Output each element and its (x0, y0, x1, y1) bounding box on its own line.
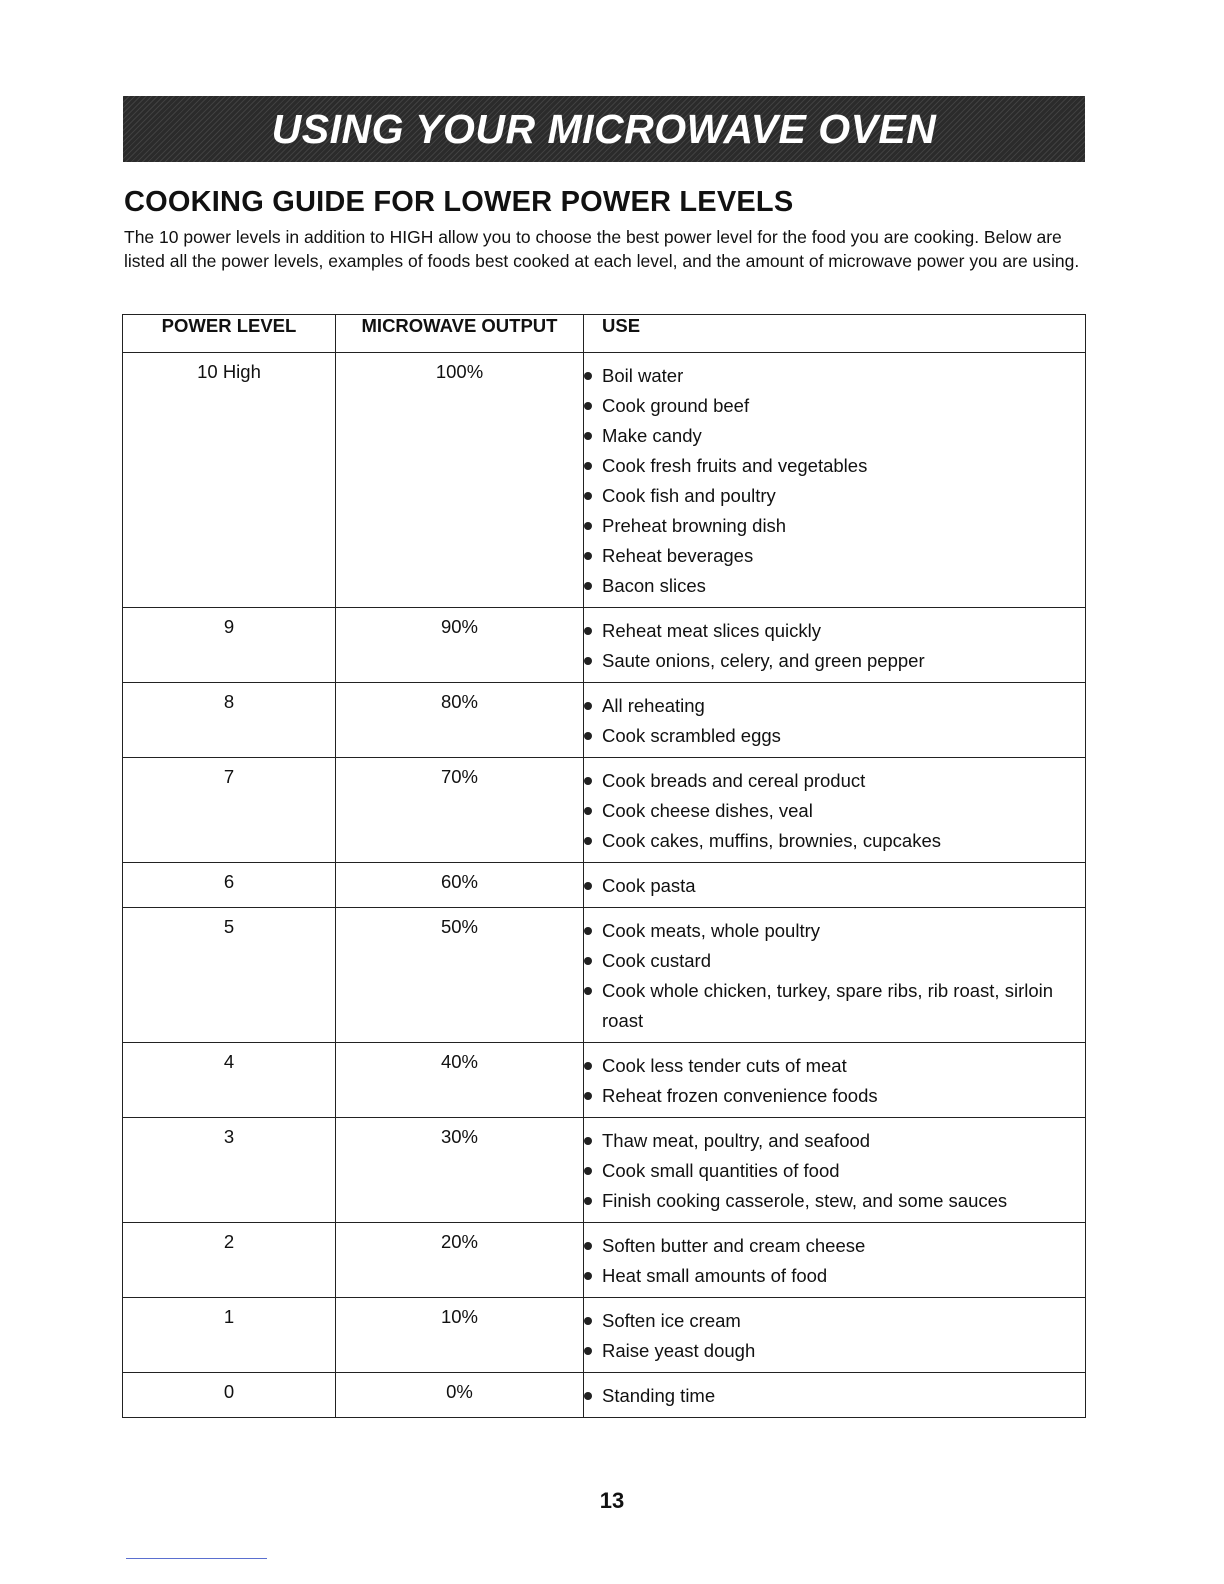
power-level-cell: 2 (123, 1223, 336, 1298)
use-item-text: Cook cakes, muffins, brownies, cupcakes (602, 830, 941, 851)
bullet-icon (584, 582, 592, 590)
bullet-icon (584, 522, 592, 530)
use-item-text: Make candy (602, 425, 702, 446)
microwave-output-cell: 70% (336, 758, 584, 863)
use-list (584, 766, 1085, 856)
bullet-icon (584, 927, 592, 935)
use-item-text: Cook whole chicken, turkey, spare ribs, rib roast, sirloin roast (602, 980, 1054, 1031)
use-cell (584, 1298, 1086, 1373)
power-level-cell: 6 (123, 863, 336, 908)
use-list (584, 1051, 1085, 1111)
list-item (584, 511, 1085, 541)
microwave-output-cell: 20% (336, 1223, 584, 1298)
table-row (123, 608, 1086, 683)
bullet-icon (584, 1347, 592, 1355)
list-item (584, 616, 1085, 646)
list-item (584, 421, 1085, 451)
power-level-cell: 10 High (123, 353, 336, 608)
bullet-icon (584, 552, 592, 560)
page-title: COOKING GUIDE FOR LOWER POWER LEVELS (124, 186, 794, 218)
list-item (584, 361, 1085, 391)
use-item-text: Thaw meat, poultry, and seafood (602, 1130, 871, 1151)
use-list (584, 1381, 1085, 1411)
list-item (584, 646, 1085, 676)
use-cell (584, 758, 1086, 863)
bullet-icon (584, 837, 592, 845)
list-item (584, 541, 1085, 571)
use-item-text: Cook fresh fruits and vegetables (602, 455, 868, 476)
use-item-text: Soften ice cream (602, 1310, 741, 1331)
power-level-cell: 3 (123, 1118, 336, 1223)
power-level-cell: 4 (123, 1043, 336, 1118)
use-list (584, 691, 1085, 751)
table-row (123, 908, 1086, 1043)
bullet-icon (584, 1092, 592, 1100)
bullet-icon (584, 657, 592, 665)
table-body (123, 353, 1086, 1418)
use-cell (584, 683, 1086, 758)
use-item-text: Preheat browning dish (602, 515, 787, 536)
bullet-icon (584, 1197, 592, 1205)
bullet-icon (584, 432, 592, 440)
list-item (584, 796, 1085, 826)
list-item (584, 691, 1085, 721)
microwave-output-cell: 10% (336, 1298, 584, 1373)
table-row (123, 683, 1086, 758)
use-list (584, 1306, 1085, 1366)
use-cell (584, 353, 1086, 608)
microwave-output-cell: 90% (336, 608, 584, 683)
list-item (584, 1126, 1085, 1156)
use-item-text: Cook cheese dishes, veal (602, 800, 813, 821)
bullet-icon (584, 777, 592, 785)
bullet-icon (584, 1137, 592, 1145)
list-item (584, 916, 1085, 946)
microwave-output-cell: 50% (336, 908, 584, 1043)
use-item-text: All reheating (602, 695, 705, 716)
use-item-text: Cook ground beef (602, 395, 750, 416)
bullet-icon (584, 1272, 592, 1280)
list-item (584, 976, 1085, 1036)
use-item-text: Reheat meat slices quickly (602, 620, 822, 641)
list-item (584, 571, 1085, 601)
header-power-level: POWER LEVEL (123, 315, 336, 353)
list-item (584, 451, 1085, 481)
power-level-cell: 1 (123, 1298, 336, 1373)
list-item (584, 1231, 1085, 1261)
bullet-icon (584, 462, 592, 470)
header-use: USE (584, 315, 1086, 353)
use-cell (584, 1118, 1086, 1223)
table-header-row (123, 315, 1086, 353)
list-item (584, 1186, 1085, 1216)
use-list (584, 1231, 1085, 1291)
footer-rule (126, 1558, 267, 1559)
table-row (123, 1373, 1086, 1418)
list-item (584, 721, 1085, 751)
list-item (584, 481, 1085, 511)
bullet-icon (584, 702, 592, 710)
use-list (584, 871, 1085, 901)
bullet-icon (584, 1392, 592, 1400)
list-item (584, 871, 1085, 901)
bullet-icon (584, 882, 592, 890)
use-item-text: Boil water (602, 365, 684, 386)
use-item-text: Raise yeast dough (602, 1340, 756, 1361)
table-row (123, 1118, 1086, 1223)
use-item-text: Cook custard (602, 950, 711, 971)
table-row (123, 1298, 1086, 1373)
bullet-icon (584, 1167, 592, 1175)
use-item-text: Soften butter and cream cheese (602, 1235, 866, 1256)
power-level-table (122, 314, 1086, 1418)
section-banner (123, 96, 1085, 162)
list-item (584, 1081, 1085, 1111)
use-item-text: Cook scrambled eggs (602, 725, 781, 746)
use-cell (584, 863, 1086, 908)
list-item (584, 1381, 1085, 1411)
list-item (584, 1156, 1085, 1186)
list-item (584, 391, 1085, 421)
table-row (123, 758, 1086, 863)
use-item-text: Cook small quantities of food (602, 1160, 840, 1181)
use-cell (584, 1223, 1086, 1298)
list-item (584, 946, 1085, 976)
power-level-cell: 5 (123, 908, 336, 1043)
use-item-text: Cook fish and poultry (602, 485, 776, 506)
bullet-icon (584, 492, 592, 500)
microwave-output-cell: 30% (336, 1118, 584, 1223)
use-item-text: Bacon slices (602, 575, 706, 596)
list-item (584, 826, 1085, 856)
use-cell (584, 608, 1086, 683)
list-item (584, 766, 1085, 796)
bullet-icon (584, 732, 592, 740)
table-row (123, 1223, 1086, 1298)
bullet-icon (584, 627, 592, 635)
use-list (584, 916, 1085, 1036)
power-level-cell: 7 (123, 758, 336, 863)
microwave-output-cell: 40% (336, 1043, 584, 1118)
power-level-cell: 8 (123, 683, 336, 758)
use-item-text: Cook breads and cereal product (602, 770, 866, 791)
microwave-output-cell: 100% (336, 353, 584, 608)
banner-title: USING YOUR MICROWAVE OVEN (271, 105, 937, 152)
microwave-output-cell: 80% (336, 683, 584, 758)
list-item (584, 1261, 1085, 1291)
bullet-icon (584, 957, 592, 965)
use-item-text: Heat small amounts of food (602, 1265, 828, 1286)
use-cell (584, 1043, 1086, 1118)
use-list (584, 361, 1085, 601)
use-item-text: Cook pasta (602, 875, 696, 896)
use-item-text: Reheat beverages (602, 545, 754, 566)
use-list (584, 616, 1085, 676)
bullet-icon (584, 1062, 592, 1070)
bullet-icon (584, 1317, 592, 1325)
microwave-output-cell: 0% (336, 1373, 584, 1418)
intro-paragraph: The 10 power levels in addition to HIGH allow you to choose the best power level for the food you are cooking. Below are listed all the power levels, examples of foods best cooked at each level, and the amount of microwave power you are using. (124, 227, 1080, 271)
use-item-text: Finish cooking casserole, stew, and some sauces (602, 1190, 1008, 1211)
page-number: 13 (599, 1488, 625, 1513)
table-row (123, 1043, 1086, 1118)
use-item-text: Reheat frozen convenience foods (602, 1085, 878, 1106)
list-item (584, 1336, 1085, 1366)
bullet-icon (584, 402, 592, 410)
bullet-icon (584, 1242, 592, 1250)
power-level-cell: 9 (123, 608, 336, 683)
table-row (123, 353, 1086, 608)
bullet-icon (584, 372, 592, 380)
bullet-icon (584, 987, 592, 995)
use-item-text: Cook meats, whole poultry (602, 920, 820, 941)
use-cell (584, 908, 1086, 1043)
use-item-text: Saute onions, celery, and green pepper (602, 650, 925, 671)
microwave-output-cell: 60% (336, 863, 584, 908)
use-list (584, 1126, 1085, 1216)
list-item (584, 1051, 1085, 1081)
table-row (123, 863, 1086, 908)
use-item-text: Standing time (602, 1385, 716, 1406)
use-cell (584, 1373, 1086, 1418)
power-level-cell: 0 (123, 1373, 336, 1418)
use-item-text: Cook less tender cuts of meat (602, 1055, 847, 1076)
bullet-icon (584, 807, 592, 815)
list-item (584, 1306, 1085, 1336)
header-microwave-output: MICROWAVE OUTPUT (336, 315, 584, 353)
